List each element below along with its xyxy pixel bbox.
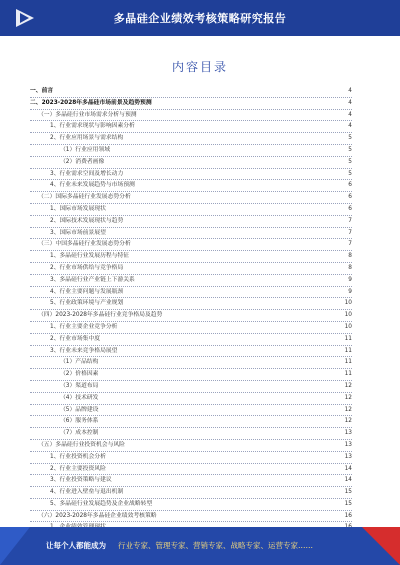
toc-entry-label: 3、行业未来竞争格局展望: [50, 346, 119, 357]
toc-entry[interactable]: [30, 381, 352, 393]
toc-entry[interactable]: [30, 216, 352, 228]
toc-entry[interactable]: [30, 416, 352, 428]
toc-entry-label: 2、行业市场集中度: [50, 334, 102, 345]
footer-decoration: [0, 527, 30, 565]
toc-entry-label: （六）2023-2028年多晶硅企业绩效考核策略: [38, 511, 159, 522]
toc-entry-label: （4）技术研发: [60, 393, 100, 404]
toc-entry-page: 6: [346, 204, 352, 215]
toc-entry[interactable]: [30, 334, 352, 346]
toc-entry[interactable]: [30, 86, 352, 98]
toc-entry[interactable]: [30, 322, 352, 334]
toc-heading: 内容目录: [171, 60, 228, 74]
toc-entry-page: 9: [346, 287, 352, 298]
toc-entry-page: 12: [343, 393, 352, 404]
toc-entry[interactable]: [30, 145, 352, 157]
toc-entry[interactable]: [30, 393, 352, 405]
toc-entry[interactable]: [30, 357, 352, 369]
toc-entry[interactable]: [30, 405, 352, 417]
toc-entry[interactable]: [30, 239, 352, 251]
table-of-contents: [30, 86, 352, 546]
toc-entry-label: 1、行业需求现状与影响因素分析: [50, 121, 137, 132]
toc-entry-label: 2、行业市场供给与竞争格局: [50, 263, 125, 274]
toc-entry-label: （2）价格因素: [60, 369, 100, 380]
toc-entry-label: 3、行业需求空间及增长动力: [50, 169, 125, 180]
toc-entry-page: 10: [343, 322, 352, 333]
toc-entry-page: 8: [346, 263, 352, 274]
toc-entry-page: 6: [346, 180, 352, 191]
toc-entry-page: 11: [343, 346, 352, 357]
toc-entry-page: 16: [343, 511, 352, 522]
toc-entry[interactable]: [30, 464, 352, 476]
toc-entry-page: 12: [343, 381, 352, 392]
toc-entry-page: 4: [346, 121, 352, 132]
toc-entry-page: 6: [346, 192, 352, 203]
toc-entry-label: 1、国际市场发展现状: [50, 204, 108, 215]
toc-entry-page: 5: [346, 169, 352, 180]
toc-entry-page: 5: [346, 157, 352, 168]
toc-entry-page: 4: [346, 110, 352, 121]
toc-entry[interactable]: [30, 298, 352, 310]
toc-entry[interactable]: [30, 499, 352, 511]
toc-entry-page: 13: [343, 452, 352, 463]
toc-entry-page: 4: [346, 86, 352, 97]
toc-entry-label: （三）中国多晶硅行业发展态势分析: [38, 239, 133, 250]
toc-entry-label: 2、行业主要投资风险: [50, 464, 108, 475]
toc-entry[interactable]: [30, 263, 352, 275]
toc-entry-page: 4: [346, 98, 352, 109]
toc-entry-label: 4、行业未来发展趋势与市场预测: [50, 180, 137, 191]
toc-entry[interactable]: [30, 180, 352, 192]
toc-entry-page: 5: [346, 145, 352, 156]
report-footer: [0, 527, 400, 565]
toc-entry[interactable]: [30, 110, 352, 122]
toc-entry[interactable]: [30, 287, 352, 299]
toc-entry[interactable]: [30, 275, 352, 287]
toc-entry[interactable]: [30, 204, 352, 216]
toc-entry-page: 7: [346, 239, 352, 250]
toc-entry[interactable]: [30, 452, 352, 464]
toc-entry-page: 12: [343, 416, 352, 427]
toc-entry[interactable]: [30, 228, 352, 240]
toc-entry[interactable]: [30, 251, 352, 263]
toc-entry-label: 3、国际市场前景展望: [50, 228, 108, 239]
toc-entry[interactable]: [30, 369, 352, 381]
toc-entry[interactable]: [30, 98, 352, 110]
toc-entry-page: 13: [343, 428, 352, 439]
toc-entry[interactable]: [30, 169, 352, 181]
toc-entry-page: 14: [343, 464, 352, 475]
toc-entry-label: 2、行业应用场景与需求结构: [50, 133, 125, 144]
footer-corner-decoration: [362, 527, 400, 565]
toc-entry[interactable]: [30, 192, 352, 204]
toc-entry-label: （2）消费者画像: [60, 157, 106, 168]
toc-entry[interactable]: [30, 310, 352, 322]
toc-entry-page: 7: [346, 228, 352, 239]
toc-entry-page: 7: [346, 216, 352, 227]
toc-entry-label: 3、行业投资策略与建议: [50, 475, 114, 486]
toc-entry-label: 2、国际技术发展现状与趋势: [50, 216, 125, 227]
footer-slogan-left: 让每个人都能成为: [46, 541, 106, 550]
toc-entry[interactable]: [30, 428, 352, 440]
toc-entry-page: 14: [343, 475, 352, 486]
toc-entry-page: 11: [343, 357, 352, 368]
toc-entry-label: 4、行业进入壁垒与退出机制: [50, 487, 125, 498]
toc-entry-label: （一）多晶硅行业市场需求分析与预测: [38, 110, 139, 121]
toc-entry-label: （7）成本控制: [60, 428, 100, 439]
toc-entry-label: 5、多晶硅行业发展趋势及企业战略转型: [50, 499, 154, 510]
report-title: 多晶硅企业绩效考核策略研究报告: [113, 12, 287, 25]
toc-entry-label: （6）服务体系: [60, 416, 100, 427]
toc-entry-page: 9: [346, 275, 352, 286]
toc-entry[interactable]: [30, 133, 352, 145]
toc-entry-page: 12: [343, 405, 352, 416]
toc-entry-label: （1）行业应用领域: [60, 145, 112, 156]
toc-entry-label: 二、2023-2028年多晶硅市场前景及趋势预测: [30, 98, 154, 109]
toc-entry-label: 1、行业投资机会分析: [50, 452, 108, 463]
toc-entry-label: 5、行业政策环境与产业规划: [50, 298, 125, 309]
toc-entry-label: （3）渠道布局: [60, 381, 100, 392]
toc-entry-page: 10: [343, 298, 352, 309]
toc-entry-page: 10: [343, 310, 352, 321]
toc-entry-page: 15: [343, 499, 352, 510]
toc-entry-page: 15: [343, 487, 352, 498]
toc-entry[interactable]: [30, 475, 352, 487]
toc-entry[interactable]: [30, 121, 352, 133]
toc-entry[interactable]: [30, 346, 352, 358]
toc-entry-page: 13: [343, 440, 352, 451]
toc-entry-page: 5: [346, 133, 352, 144]
toc-entry-page: 8: [346, 251, 352, 262]
toc-entry-label: 1、行业主要企业竞争分析: [50, 322, 119, 333]
toc-entry[interactable]: [30, 487, 352, 499]
toc-entry-label: 4、行业主要问题与发展瓶颈: [50, 287, 125, 298]
toc-entry[interactable]: [30, 511, 352, 523]
toc-entry-page: 11: [343, 369, 352, 380]
toc-entry[interactable]: [30, 157, 352, 169]
toc-entry-label: （二）国际多晶硅行业发展态势分析: [38, 192, 133, 203]
footer-slogan-right: 行业专家、管理专家、营销专家、战略专家、运营专家……: [118, 541, 313, 550]
toc-entry-label: （1）产品结构: [60, 357, 100, 368]
toc-entry[interactable]: [30, 440, 352, 452]
toc-entry-label: 1、多晶硅行业发展历程与特征: [50, 251, 131, 262]
toc-entry-label: （5）品牌建设: [60, 405, 100, 416]
toc-entry-label: 3、多晶硅行业产业链上下游关系: [50, 275, 137, 286]
toc-entry-label: （五）多晶硅行业投资机会与风险: [38, 440, 127, 451]
report-header: [0, 0, 400, 36]
toc-entry-page: 11: [343, 334, 352, 345]
toc-entry-label: 一、前言: [30, 86, 55, 97]
toc-entry-label: （四）2023-2028年多晶硅行业竞争格局及趋势: [38, 310, 164, 321]
